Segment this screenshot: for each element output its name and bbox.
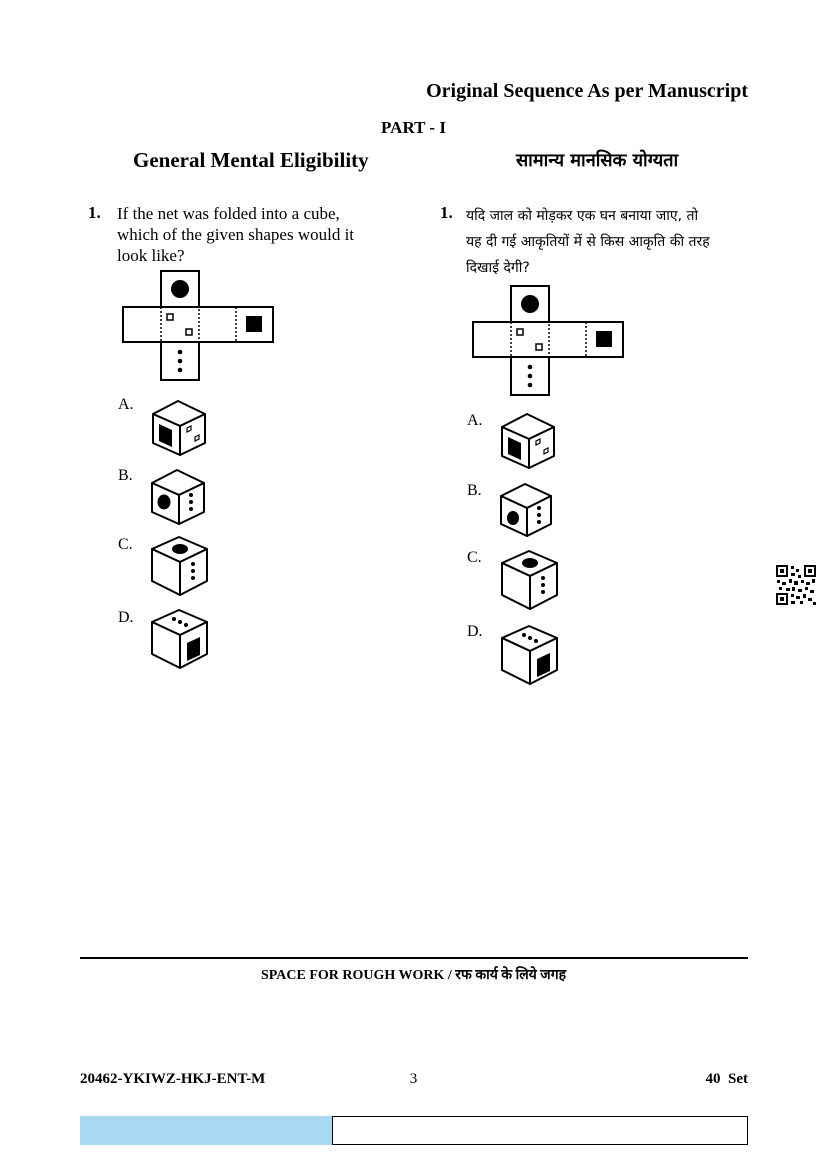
question-line: look like? [117, 246, 185, 265]
option-c-label: C. [467, 549, 482, 566]
cube-option-b-english[interactable] [150, 468, 208, 526]
set-number: 40 [705, 1071, 721, 1087]
cube-option-c-hindi[interactable] [500, 549, 560, 611]
set-label: Set [728, 1071, 748, 1087]
question-text-english [117, 203, 382, 266]
question-text-hindi [466, 203, 756, 281]
question-line: यह दी गई आकृतियों में से किस आकृति की तरह [466, 234, 710, 250]
cube-option-a-hindi[interactable] [500, 412, 558, 470]
rough-work-label: SPACE FOR ROUGH WORK / रफ कार्य के लिये जगह [260, 968, 567, 983]
option-b-label: B. [118, 467, 133, 484]
cube-net-figure-english [123, 271, 275, 381]
option-a-label: A. [467, 412, 483, 429]
question-number-hindi: 1. [440, 203, 453, 222]
cube-option-c-english[interactable] [150, 535, 210, 597]
section-title-english: General Mental Eligibility [133, 148, 369, 172]
set-indicator [706, 1071, 749, 1088]
question-number-english: 1. [88, 203, 101, 222]
rough-work-divider [80, 957, 748, 959]
cube-net-figure-hindi [473, 286, 625, 396]
sequence-note: Original Sequence As per Manuscript [426, 80, 748, 102]
question-line: which of the given shapes would it [117, 225, 355, 244]
question-line: दिखाई देगी? [466, 260, 530, 276]
question-line: यदि जाल को मोड़कर एक घन बनाया जाए, तो [466, 208, 699, 224]
section-title-hindi: सामान्य मानसिक योग्यता [516, 150, 679, 171]
option-a-label: A. [118, 396, 134, 413]
option-d-label: D. [118, 609, 134, 626]
cube-option-d-hindi[interactable] [500, 624, 560, 686]
cube-option-b-hindi[interactable] [499, 482, 555, 538]
part-title: PART - I [381, 118, 446, 137]
paper-code: 20462-YKIWZ-HKJ-ENT-M [80, 1071, 266, 1087]
footer-color-bar [80, 1116, 332, 1145]
page-number: 3 [409, 1071, 418, 1087]
question-line: If the net was folded into a cube, [117, 204, 340, 223]
cube-option-a-english[interactable] [151, 399, 209, 457]
option-d-label: D. [467, 623, 483, 640]
option-b-label: B. [467, 482, 482, 499]
cube-option-d-english[interactable] [150, 608, 210, 670]
footer-blank-box [332, 1116, 748, 1145]
option-c-label: C. [118, 536, 133, 553]
qr-code-icon [776, 565, 816, 605]
